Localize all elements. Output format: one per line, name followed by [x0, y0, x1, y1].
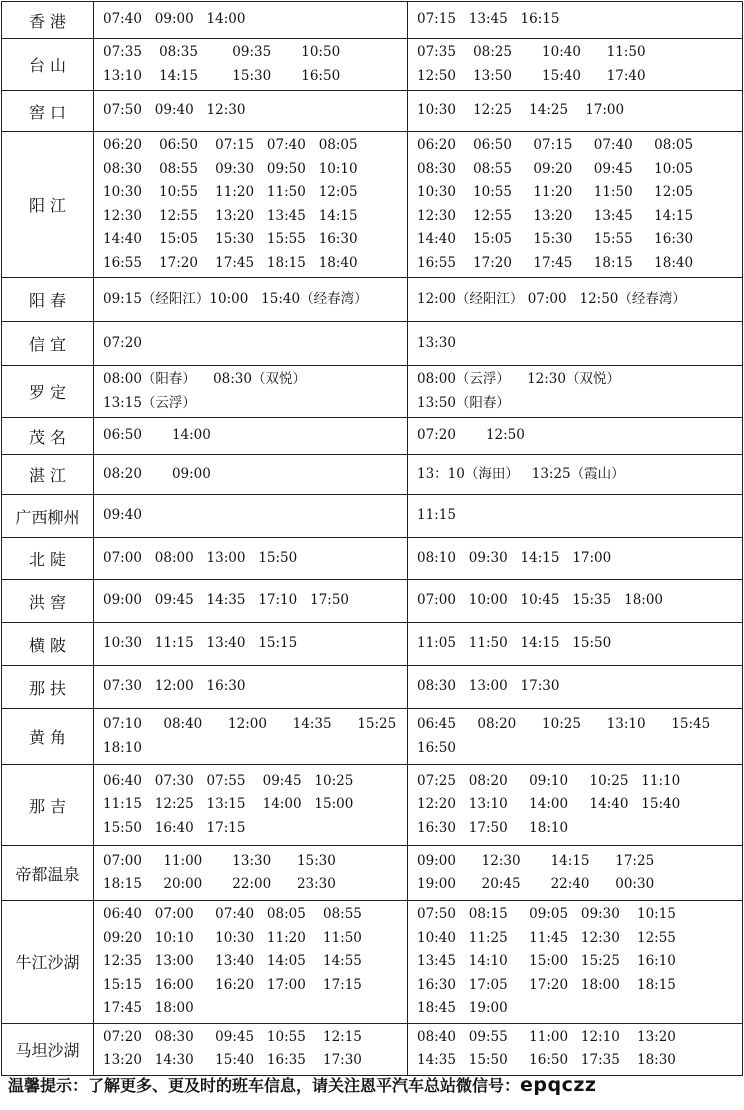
departure-times-cell	[94, 1023, 408, 1075]
time-line: 10:30 10:55 11:20 11:50 12:05	[417, 184, 694, 200]
departure-times-cell	[94, 278, 408, 322]
time-line: 07:10 08:40 12:00 14:35 15:25	[103, 716, 397, 732]
schedule-body	[2, 2, 743, 1076]
time-line: 08:40 09:55 11:00 12:10 13:20	[417, 1028, 676, 1045]
destination-cell: 广西柳州	[2, 495, 94, 538]
schedule-row	[2, 278, 743, 322]
time-line: 13：10（海田） 13:25（霞山）	[417, 465, 625, 482]
time-line: 07:40 09:00 14:00	[103, 11, 246, 28]
schedule-row	[2, 1023, 743, 1075]
time-line: 13:45 14:10 15:00 15:25 16:10	[417, 953, 676, 969]
departure-times-cell	[94, 765, 408, 846]
schedule-row	[2, 91, 743, 132]
destination-cell: 湛 江	[2, 455, 94, 495]
schedule-row	[2, 580, 743, 623]
time-line: 08:20 09:00	[103, 465, 211, 482]
time-line: 06:40 07:00 07:40 08:05 08:55	[103, 906, 362, 922]
time-line: 11:05 11:50 14:15 15:50	[417, 635, 612, 652]
time-line: 10:40 11:25 11:45 12:30 12:55	[417, 929, 676, 946]
return-times-cell	[408, 91, 743, 132]
time-line: 12:50 13:50 15:40 17:40	[417, 67, 646, 84]
destination-cell: 阳 春	[2, 278, 94, 322]
time-line: 07:35 08:25 10:40 11:50	[417, 44, 646, 60]
departure-times-cell	[94, 132, 408, 278]
departure-times-cell	[94, 322, 408, 366]
schedule-row	[2, 709, 743, 765]
time-line: 14:40 15:05 15:30 15:55 16:30	[417, 231, 694, 247]
schedule-row	[2, 366, 743, 418]
schedule-row	[2, 132, 743, 278]
time-line: 07:50 09:40 12:30	[103, 102, 246, 119]
time-line: 07:20 12:50	[417, 427, 525, 444]
time-line: 12:00（经阳江） 07:00 12:50（经春湾）	[417, 290, 686, 307]
time-line: 13:50（阳春）	[417, 394, 510, 411]
departure-times-cell	[94, 901, 408, 1024]
destination-cell: 茂 名	[2, 418, 94, 455]
time-line: 08:00（阳春） 08:30（双悦）	[103, 371, 306, 387]
return-times-cell	[408, 709, 743, 765]
departure-times-cell	[94, 538, 408, 580]
destination-cell: 牛江沙湖	[2, 901, 94, 1024]
schedule-row	[2, 901, 743, 1024]
destination-cell: 香 港	[2, 2, 94, 39]
departure-times-cell	[94, 39, 408, 91]
time-line: 14:35 15:50 16:50 17:35 18:30	[417, 1052, 676, 1068]
time-line: 07:20 08:30 09:45 10:55 12:15	[103, 1028, 362, 1045]
time-line: 16:30 17:05 17:20 18:00 18:15	[417, 976, 676, 993]
destination-cell: 台 山	[2, 39, 94, 91]
time-line: 07:15 13:45 16:15	[417, 11, 560, 28]
time-line: 08:30 13:00 17:30	[417, 678, 560, 695]
departure-times-cell	[94, 580, 408, 623]
time-line: 17:45 18:00	[103, 1000, 194, 1016]
schedule-row	[2, 2, 743, 39]
time-line: 08:00（云浮） 12:30（双悦）	[417, 371, 620, 387]
schedule-row	[2, 765, 743, 846]
schedule-row	[2, 39, 743, 91]
departure-times-cell	[94, 495, 408, 538]
return-times-cell	[408, 580, 743, 623]
destination-cell: 那 扶	[2, 666, 94, 709]
return-times-cell	[408, 39, 743, 91]
return-times-cell	[408, 666, 743, 709]
return-times-cell	[408, 623, 743, 666]
time-line: 07:50 08:15 09:05 09:30 10:15	[417, 906, 676, 922]
departure-times-cell	[94, 418, 408, 455]
return-times-cell	[408, 2, 743, 39]
departure-times-cell	[94, 366, 408, 418]
time-line: 15:50 16:40 17:15	[103, 819, 246, 836]
time-line: 10:30 10:55 11:20 11:50 12:05	[103, 184, 358, 200]
time-line: 12:30 12:55 13:20 13:45 14:15	[417, 207, 694, 224]
time-line: 09:40	[103, 507, 142, 524]
time-line: 15:15 16:00 16:20 17:00 17:15	[103, 976, 362, 993]
time-line: 19:00 20:45 22:40 00:30	[417, 876, 655, 892]
footer-notice	[8, 1073, 596, 1096]
time-line: 07:00 10:00 10:45 15:35 18:00	[417, 592, 664, 609]
destination-cell: 窖 口	[2, 91, 94, 132]
destination-cell: 马坦沙湖	[2, 1023, 94, 1075]
time-line: 09:00 12:30 14:15 17:25	[417, 852, 655, 869]
schedule-row	[2, 846, 743, 901]
schedule-row	[2, 538, 743, 580]
time-line: 09:00 09:45 14:35 17:10 17:50	[103, 592, 350, 609]
time-line: 12:35 13:00 13:40 14:05 14:55	[103, 953, 362, 969]
time-line: 08:30 08:55 09:30 09:50 10:10	[103, 160, 358, 177]
time-line: 09:15（经阳江）10:00 15:40（经春湾）	[103, 290, 368, 307]
time-line: 13:15（云浮）	[103, 394, 196, 411]
time-line: 07:20	[103, 334, 142, 351]
time-line: 16:55 17:20 17:45 18:15 18:40	[103, 254, 358, 271]
time-line: 18:15 20:00 22:00 23:30	[103, 876, 336, 892]
return-times-cell	[408, 278, 743, 322]
departure-times-cell	[94, 623, 408, 666]
time-line: 07:30 12:00 16:30	[103, 678, 246, 695]
time-line: 06:50 14:00	[103, 427, 211, 444]
time-line: 16:30 17:50 18:10	[417, 819, 569, 836]
schedule-row	[2, 623, 743, 666]
time-line: 14:40 15:05 15:30 15:55 16:30	[103, 231, 358, 247]
return-times-cell	[408, 132, 743, 278]
return-times-cell	[408, 495, 743, 538]
time-line: 09:20 10:10 10:30 11:20 11:50	[103, 929, 362, 946]
destination-cell: 帝都温泉	[2, 846, 94, 901]
footer-text: 温馨提示：了解更多、更及时的班车信息，请关注恩平汽车总站微信号：	[8, 1076, 521, 1095]
time-line: 18:45 19:00	[417, 1000, 508, 1016]
time-line: 06:20 06:50 07:15 07:40 08:05	[417, 137, 694, 153]
time-line: 13:10 14:15 15:30 16:50	[103, 67, 341, 84]
destination-cell: 阳 江	[2, 132, 94, 278]
time-line: 06:20 06:50 07:15 07:40 08:05	[103, 137, 358, 153]
return-times-cell	[408, 1023, 743, 1075]
destination-cell: 黄 角	[2, 709, 94, 765]
return-times-cell	[408, 765, 743, 846]
time-line: 12:30 12:55 13:20 13:45 14:15	[103, 207, 358, 224]
schedule-row	[2, 322, 743, 366]
return-times-cell	[408, 366, 743, 418]
return-times-cell	[408, 538, 743, 580]
destination-cell: 信 宜	[2, 322, 94, 366]
departure-times-cell	[94, 709, 408, 765]
departure-times-cell	[94, 846, 408, 901]
departure-times-cell	[94, 2, 408, 39]
destination-cell: 北 陡	[2, 538, 94, 580]
return-times-cell	[408, 322, 743, 366]
destination-cell: 洪 窖	[2, 580, 94, 623]
wechat-id: epqczz	[520, 1074, 597, 1096]
time-line: 11:15 12:25 13:15 14:00 15:00	[103, 796, 354, 813]
time-line: 13:20 14:30 15:40 16:35 17:30	[103, 1052, 362, 1068]
destination-cell: 罗 定	[2, 366, 94, 418]
time-line: 06:45 08:20 10:25 13:10 15:45	[417, 716, 711, 732]
departure-times-cell	[94, 91, 408, 132]
time-line: 07:00 08:00 13:00 15:50	[103, 549, 298, 566]
time-line: 08:10 09:30 14:15 17:00	[417, 549, 612, 566]
time-line: 10:30 12:25 14:25 17:00	[417, 102, 625, 119]
bus-schedule-table	[1, 1, 743, 1076]
time-line: 07:00 11:00 13:30 15:30	[103, 852, 336, 869]
time-line: 07:25 08:20 09:10 10:25 11:10	[417, 772, 681, 789]
time-line: 06:40 07:30 07:55 09:45 10:25	[103, 772, 354, 789]
time-line: 07:35 08:35 09:35 10:50	[103, 44, 341, 60]
schedule-row	[2, 495, 743, 538]
time-line: 18:10	[103, 739, 142, 756]
schedule-row	[2, 418, 743, 455]
time-line: 13:30	[417, 334, 456, 351]
schedule-row	[2, 455, 743, 495]
time-line: 10:30 11:15 13:40 15:15	[103, 635, 298, 652]
destination-cell: 那 吉	[2, 765, 94, 846]
return-times-cell	[408, 455, 743, 495]
return-times-cell	[408, 901, 743, 1024]
time-line: 08:30 08:55 09:20 09:45 10:05	[417, 160, 694, 177]
departure-times-cell	[94, 666, 408, 709]
time-line: 16:55 17:20 17:45 18:15 18:40	[417, 254, 694, 271]
return-times-cell	[408, 846, 743, 901]
destination-cell: 横 陂	[2, 623, 94, 666]
return-times-cell	[408, 418, 743, 455]
time-line: 11:15	[417, 507, 456, 524]
schedule-row	[2, 666, 743, 709]
time-line: 12:20 13:10 14:00 14:40 15:40	[417, 796, 681, 813]
departure-times-cell	[94, 455, 408, 495]
time-line: 16:50	[417, 739, 456, 756]
